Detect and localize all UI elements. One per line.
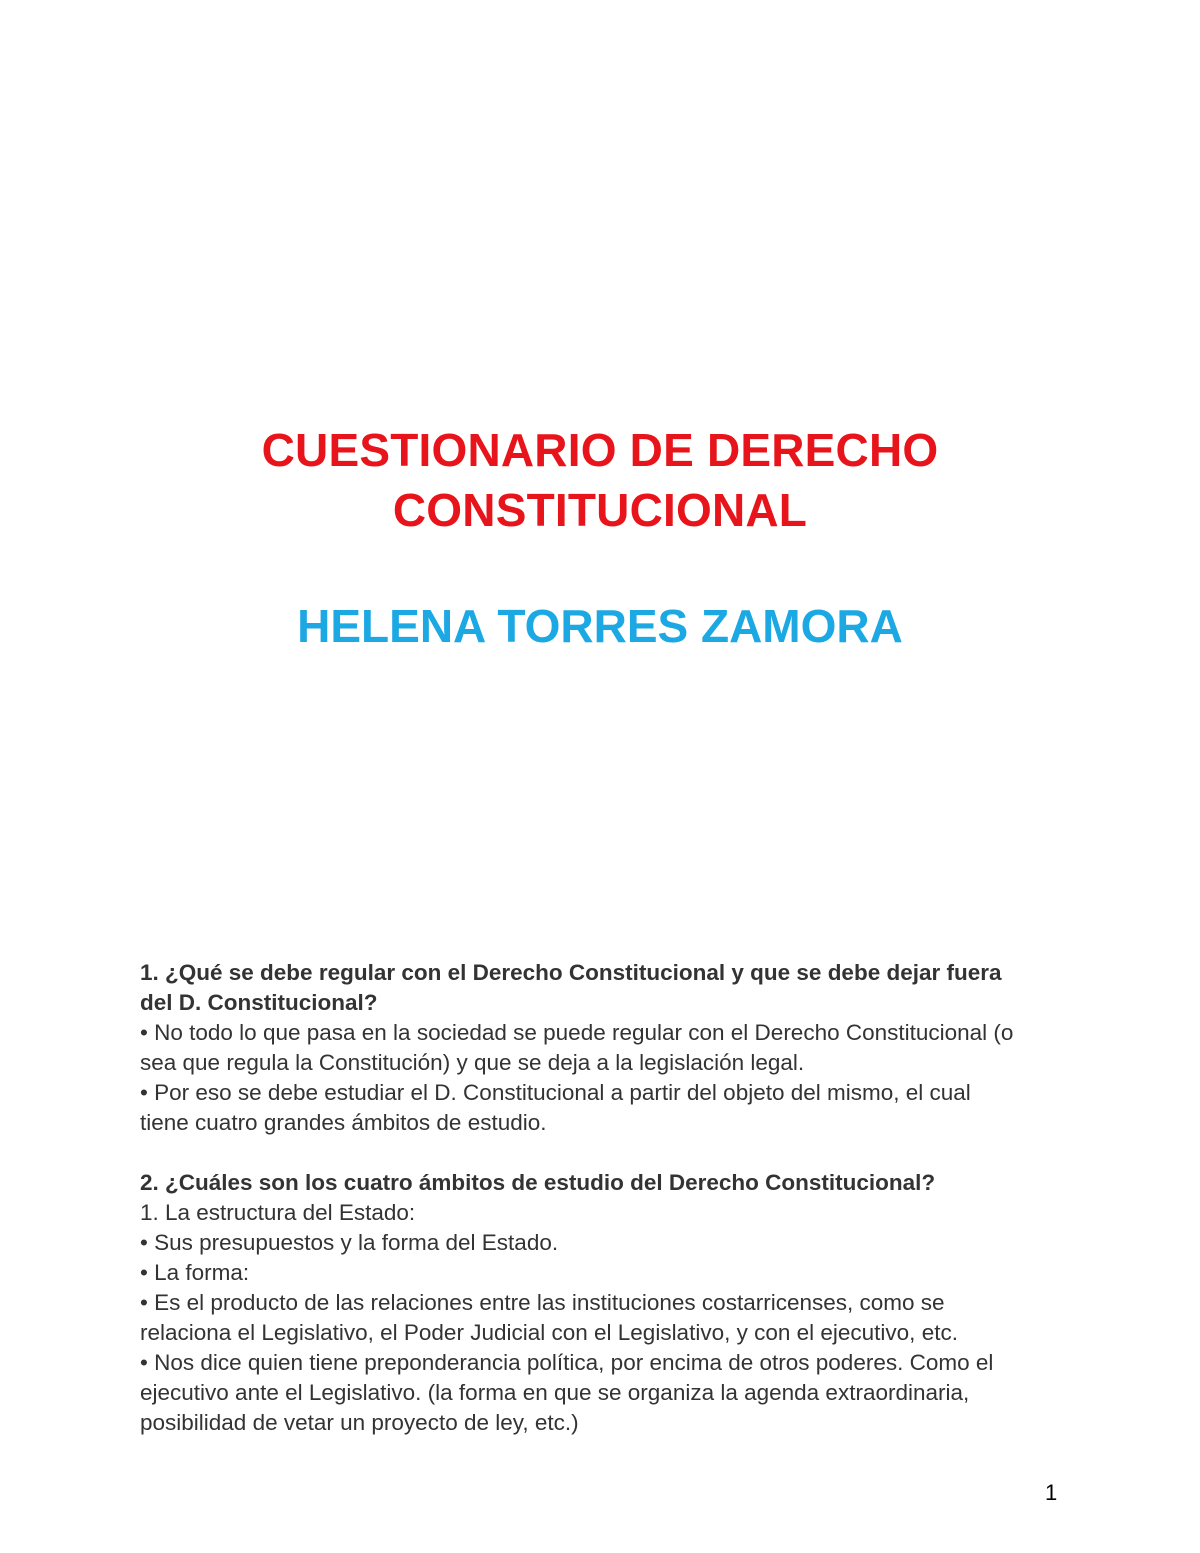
section-spacer (140, 1138, 1070, 1168)
answer-line: • No todo lo que pasa en la sociedad se puede regular con el Derecho Constitucional (o (140, 1020, 1014, 1045)
answer-line: • Sus presupuestos y la forma del Estado. (140, 1230, 559, 1255)
answer-line: • Por eso se debe estudiar el D. Constitucional a partir del objeto del mismo, el cual (140, 1080, 971, 1105)
document-title-line: CUESTIONARIO DE DERECHO (261, 424, 939, 476)
author-name: HELENA TORRES ZAMORA (297, 600, 903, 652)
document-title-line: CONSTITUCIONAL (392, 484, 808, 536)
question-heading-line: 2. ¿Cuáles son los cuatro ámbitos de estudio del Derecho Constitucional? (140, 1170, 936, 1195)
answer-line: • La forma: (140, 1260, 250, 1285)
answer-line: ejecutivo ante el Legislativo. (la forma en que se organiza la agenda extraordinaria, (140, 1380, 970, 1405)
question-section-2 (140, 1168, 1070, 1438)
question-heading-line: del D. Constitucional? (140, 990, 378, 1015)
question-section-1 (140, 958, 1070, 1138)
answer-line: relaciona el Legislativo, el Poder Judicial con el Legislativo, y con el ejecutivo, etc. (140, 1320, 958, 1345)
answer-line: posibilidad de vetar un proyecto de ley, etc.) (140, 1410, 579, 1435)
answer-line: 1. La estructura del Estado: (140, 1200, 416, 1225)
document-body (140, 958, 1070, 1438)
answer-line: • Es el producto de las relaciones entre las instituciones costarricenses, como se (140, 1290, 945, 1315)
answer-line: sea que regula la Constitución) y que se deja a la legislación legal. (140, 1050, 805, 1075)
answer-line: • Nos dice quien tiene preponderancia política, por encima de otros poderes. Como el (140, 1350, 994, 1375)
answer-line: tiene cuatro grandes ámbitos de estudio. (140, 1110, 547, 1135)
title-block (0, 420, 1200, 656)
page-number: 1 (1045, 1480, 1058, 1505)
question-heading-line: 1. ¿Qué se debe regular con el Derecho Constitucional y que se debe dejar fuera (140, 960, 1002, 985)
